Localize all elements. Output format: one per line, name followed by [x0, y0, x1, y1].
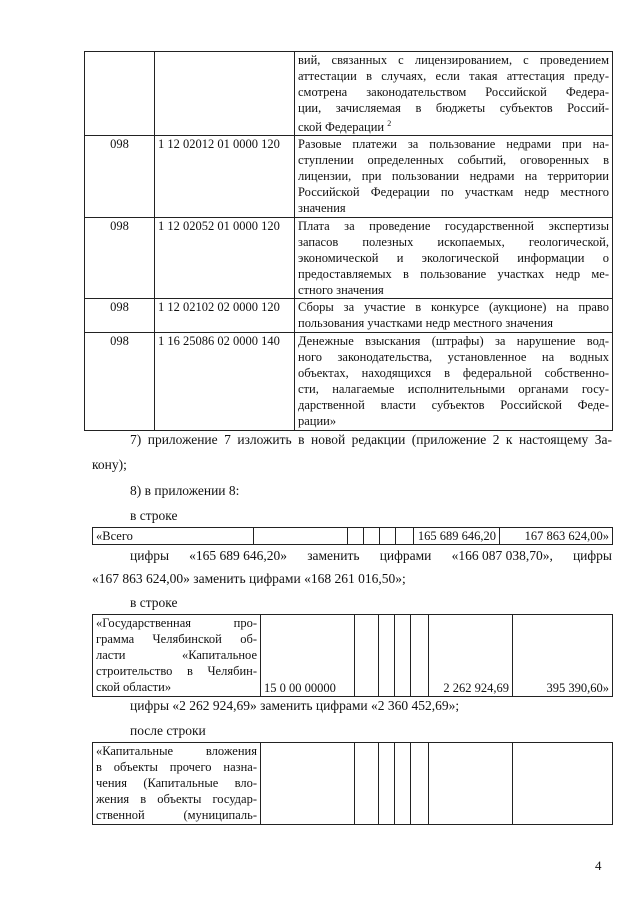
kbk-cell: 1 16 25086 02 0000 140 — [155, 333, 295, 431]
total-row-table — [92, 527, 613, 545]
description-cell: Разовые платежи за пользование недрами при на- ступлении определенных событий, оговоренных в лицензии, при пользовании недрами на территории Российской Федерации по участкам недр местного значения — [295, 136, 613, 218]
kbk-cell — [155, 52, 295, 136]
paragraph-7-cont: кону); — [92, 457, 127, 472]
table-row — [85, 299, 613, 333]
footnote-mark: 2 — [387, 119, 392, 128]
replacement-1: цифры «165 689 646,20» заменить цифрами «166 087 038,70», цифры — [130, 548, 612, 563]
program-code-cell: 15 0 00 00000 — [261, 615, 355, 697]
in-row-label-1: в строке — [130, 508, 178, 523]
value-cell: 2 262 924,69 — [429, 615, 513, 697]
label-cell: «Капитальные вложения в объекты прочего назна- чения (Капитальные вло- жения в объекты государ- ственной (муниципаль- — [93, 743, 261, 825]
kbk-cell: 1 12 02012 01 0000 120 — [155, 136, 295, 218]
table-row — [85, 52, 613, 136]
code-cell: 098 — [85, 136, 155, 218]
table-row — [93, 743, 613, 825]
paragraph-8: 8) в приложении 8: — [130, 483, 240, 498]
code-cell: 098 — [85, 218, 155, 299]
in-row-label-2: в строке — [130, 595, 178, 610]
revenue-codes-table — [84, 51, 613, 431]
value-cell: 165 689 646,20 — [414, 528, 500, 545]
code-cell: 098 — [85, 333, 155, 431]
capital-investment-row-table — [92, 742, 613, 825]
description-text: вий, связанных с лицензированием, с проведением аттестации в случаях, если такая аттестация преду- смотрена законодательством Российской Федера- ции, зачисляемая в бюджеты субъектов Россий- ской Федерации $^2$ — [298, 53, 609, 135]
kbk-cell: 1 12 02102 02 0000 120 — [155, 299, 295, 333]
code-cell: 098 — [85, 299, 155, 333]
replacement-2: цифры «2 262 924,69» заменить цифрами «2 360 452,69»; — [130, 698, 460, 713]
paragraph-7: 7) приложение 7 изложить в новой редакции (приложение 2 к настоящему За- — [130, 432, 612, 447]
table-row — [93, 528, 613, 545]
code-cell — [85, 52, 155, 136]
after-row-label: после строки — [130, 723, 206, 738]
value-cell: 167 863 624,00» — [500, 528, 613, 545]
description-cell — [295, 52, 613, 136]
value-cell: 395 390,60» — [513, 615, 613, 697]
kbk-cell: 1 12 02052 01 0000 120 — [155, 218, 295, 299]
replacement-1-cont: «167 863 624,00» заменить цифрами «168 261 016,50»; — [92, 571, 406, 586]
description-cell: Денежные взыскания (штрафы) за нарушение вод- ного законодательства, установленное на водных объектах, находящихся в федеральной собственно- сти, налагаемые исполнительными органами госу- дарственной власти субъектов Российской Феде- рации» — [295, 333, 613, 431]
label-cell: «Государственная про- грамма Челябинской об- ласти «Капитальное строительство в Челябин- ской области» — [93, 615, 261, 697]
description-cell: Плата за проведение государственной экспертизы запасов полезных ископаемых, геологической, экономической и экологической информации о предоставляемых в пользование участках недр ме- стного значения — [295, 218, 613, 299]
page-number: 4 — [595, 858, 602, 873]
table-row — [85, 333, 613, 431]
table-row — [85, 136, 613, 218]
table-row — [85, 218, 613, 299]
table-row — [93, 615, 613, 697]
description-cell: Сборы за участие в конкурсе (аукционе) на право пользования участками недр местного значения — [295, 299, 613, 333]
label-cell: «Всего — [93, 528, 254, 545]
program-row-table — [92, 614, 613, 697]
